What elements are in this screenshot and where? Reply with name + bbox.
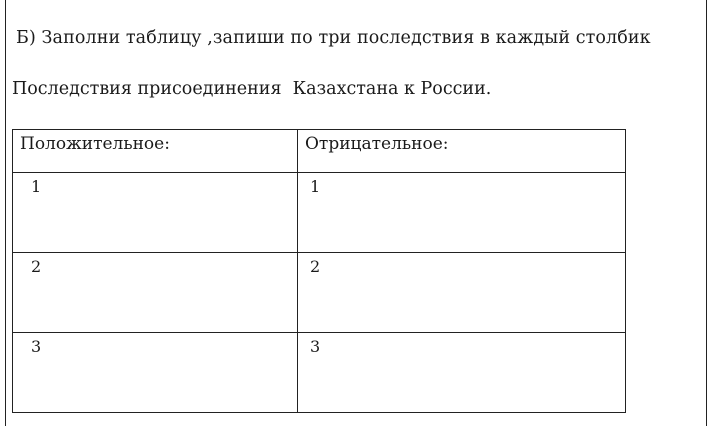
cell-number: 1	[310, 177, 321, 196]
task-title: Б) Заполни таблицу ,запиши по три последствия в каждый столбик	[16, 28, 651, 48]
consequences-table	[12, 129, 626, 413]
cell-number: 2	[310, 257, 321, 276]
header-negative	[298, 130, 626, 173]
table-caption: Последствия присоединения Казахстана к России.	[12, 79, 492, 99]
table-header-row	[13, 130, 626, 173]
cell-positive-3[interactable]	[13, 333, 298, 413]
cell-positive-2[interactable]	[13, 253, 298, 333]
cell-negative-3[interactable]	[298, 333, 626, 413]
cell-number: 1	[31, 177, 42, 196]
cell-number: 3	[310, 337, 321, 356]
table-row	[13, 333, 626, 413]
cell-positive-1[interactable]	[13, 173, 298, 253]
cell-negative-2[interactable]	[298, 253, 626, 333]
cell-number: 2	[31, 257, 42, 276]
header-positive	[13, 130, 298, 173]
header-negative-label: Отрицательное:	[305, 134, 449, 154]
table-row	[13, 253, 626, 333]
table-row	[13, 173, 626, 253]
header-positive-label: Положительное:	[20, 134, 170, 154]
cell-negative-1[interactable]	[298, 173, 626, 253]
cell-number: 3	[31, 337, 42, 356]
